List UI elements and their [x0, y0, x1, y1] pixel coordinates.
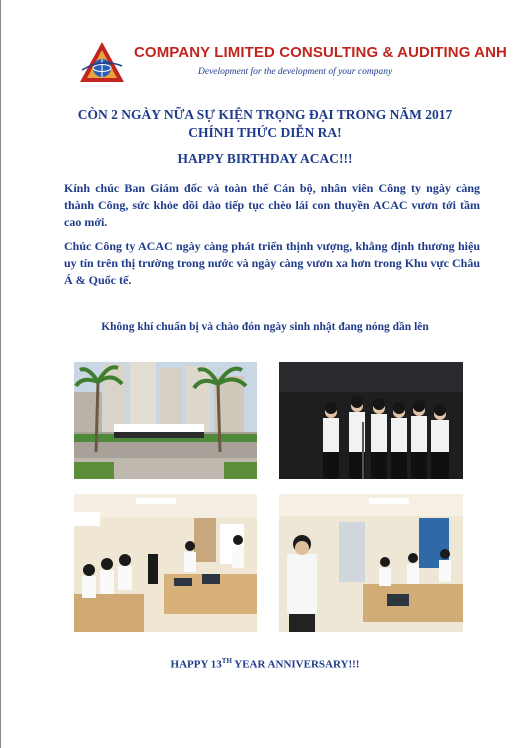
- headline: [40, 106, 490, 142]
- company-tagline: Development for the development of your company: [198, 67, 393, 77]
- anniversary-superscript: TH: [221, 657, 232, 665]
- photo-caption: Không khí chuẩn bị và chào đón ngày sinh nhật đang nóng dần lên: [101, 321, 429, 333]
- photo-singing-group: [279, 362, 463, 479]
- photo-office-speech: [279, 494, 463, 632]
- page-left-edge: [0, 0, 1, 748]
- company-name: COMPANY LIMITED CONSULTING & AUDITING ANH: [134, 44, 507, 61]
- anniversary-suffix: YEAR ANNIVERSARY!!!: [231, 658, 360, 671]
- headline-line-2: CHÍNH THỨC DIỄN RA!: [188, 125, 342, 140]
- photo-outdoor-group: [74, 362, 257, 479]
- wish-paragraph-1: Kính chúc Ban Giám đốc và toàn thể Cán bộ, nhân viên Công ty ngày càng thành Công, sức khỏe dồi dào tiếp tục chèo lái con thuyền ACAC vươn tới tầm cao mới.: [64, 181, 480, 229]
- birthday-title: HAPPY BIRTHDAY ACAC!!!: [177, 151, 353, 166]
- triangle-globe-logo-icon: [78, 40, 126, 84]
- wish-paragraph-2: Chúc Công ty ACAC ngày càng phát triển thịnh vượng, khẳng định thương hiệu uy tín trên thị trường trong nước và ngày càng vươn xa hơn trong Khu vực Châu Á & Quốc tế.: [64, 239, 480, 287]
- anniversary-title: [40, 657, 490, 671]
- headline-line-1: CÒN 2 NGÀY NỮA SỰ KIỆN TRỌNG ĐẠI TRONG NĂM 2017: [77, 107, 453, 122]
- anniversary-prefix: HAPPY 13: [170, 658, 222, 671]
- letterhead: [78, 38, 507, 88]
- photo-office-meeting: [74, 494, 257, 632]
